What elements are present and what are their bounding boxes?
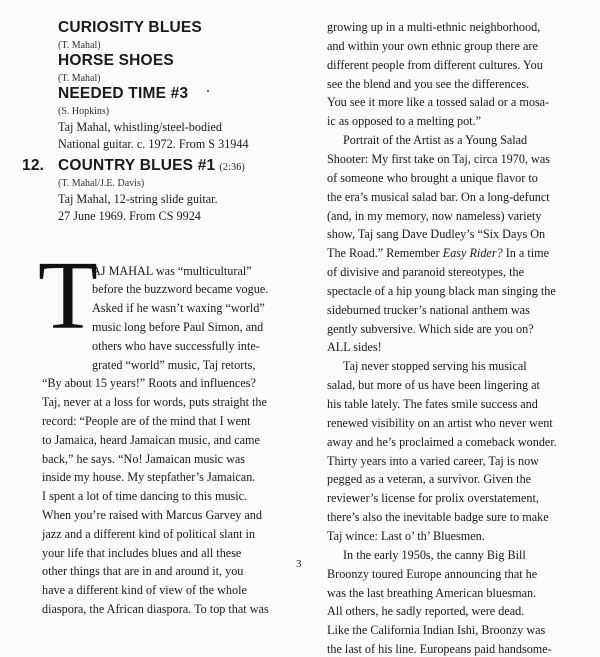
scan-mark bbox=[207, 90, 209, 92]
track-title: HORSE SHOES bbox=[58, 52, 174, 69]
essay-line: You see it more like a tossed salad or a mosa- bbox=[327, 95, 550, 110]
essay-line-text: The Road.” Remember bbox=[327, 246, 443, 261]
essay-line: When you’re raised with Marcus Garvey and bbox=[42, 507, 262, 522]
essay-line: grated “world” music, Taj retorts, bbox=[92, 357, 256, 372]
page-number: 3 bbox=[296, 558, 302, 570]
track-duration: (2:36) bbox=[219, 162, 246, 173]
essay-line: pegged as a veteran, a survivor. Given the bbox=[327, 472, 532, 487]
essay-line: diaspora, the African diaspora. To top that was bbox=[42, 601, 269, 616]
essay-line: your life that includes blues and all these bbox=[42, 545, 242, 560]
essay-line: there’s also the inevitable badge sure to make bbox=[327, 510, 549, 525]
essay-line: reviewer’s license for prolix overstatement, bbox=[327, 491, 539, 506]
essay-line: have a different kind of view of the whole bbox=[42, 583, 247, 598]
essay-line: other things that are in and around it, you bbox=[42, 564, 244, 579]
track-title: CURIOSITY BLUES bbox=[58, 19, 202, 36]
essay-line bbox=[327, 265, 524, 280]
essay-line: ALL sides! bbox=[327, 340, 382, 355]
essay-line: show, Taj sang Dave Dudley’s “Six Days On bbox=[327, 227, 546, 242]
track-title: NEEDED TIME #3 bbox=[58, 85, 189, 102]
essay-line: the era’s musical salad bar. On a long-defunct bbox=[327, 189, 550, 204]
track-credit: (T. Mahal) bbox=[58, 73, 101, 84]
essay-line: “By about 15 years!” Roots and influences? bbox=[42, 376, 256, 391]
essay-line: All others, he sadly reported, were dead. bbox=[327, 604, 525, 619]
track-title-12 bbox=[22, 157, 246, 177]
essay-line: Taj wince: Last o’ th’ Bluesmen. bbox=[327, 528, 485, 543]
essay-line: spectacle of a hip young black man singing the bbox=[327, 283, 556, 298]
essay-line: salad, but more of us have been lingering at bbox=[327, 378, 540, 393]
essay-line: Shooter: My first take on Taj, circa 1970, was bbox=[327, 151, 550, 166]
essay-line: Like the California Indian Ishi, Broonzy was bbox=[327, 623, 546, 638]
essay-line: see the blend and you see the differences. bbox=[327, 76, 530, 91]
essay-line: back,” he says. “No! Jamaican music was bbox=[42, 451, 246, 466]
track-description: 27 June 1969. From CS 9924 bbox=[58, 209, 201, 223]
essay-line: the last of his line. Europeans paid handsome- bbox=[327, 642, 552, 657]
essay-line: AJ MAHAL was “multicultural” bbox=[92, 263, 252, 278]
essay-line: jazz and a different kind of political slant in bbox=[42, 526, 255, 541]
essay-line: was the last breathing American bluesman. bbox=[327, 585, 537, 600]
essay-line: away and he’s proclaimed a comeback wonder. bbox=[327, 434, 557, 449]
essay-line: Asked if he wasn’t waxing “world” bbox=[92, 301, 265, 316]
essay-line: Broonzy toured Europe announcing that he bbox=[327, 566, 538, 581]
essay-line: gently subversive. Which side are you on? bbox=[327, 321, 534, 336]
track-credit: (T. Mahal) bbox=[58, 40, 101, 51]
essay-line-text: of bbox=[327, 265, 338, 280]
essay-line: Portrait of the Artist as a Young Salad bbox=[343, 133, 528, 148]
essay-line: inside my house. My stepfather’s Jamaican. bbox=[42, 470, 256, 485]
essay-line: of someone who brought a unique flavor to bbox=[327, 170, 538, 185]
essay-line: (and, in my memory, now nameless) variety bbox=[327, 208, 542, 223]
essay-line: others who have successfully inte- bbox=[92, 338, 260, 353]
essay-line bbox=[327, 246, 549, 261]
film-title: Easy Rider? bbox=[442, 246, 503, 261]
essay-line: growing up in a multi-ethnic neighborhood, bbox=[327, 20, 541, 34]
essay-line-text: divisive and paranoid stereotypes, the bbox=[340, 265, 524, 280]
track-credit: (T. Mahal/J.E. Davis) bbox=[58, 178, 145, 189]
essay-line: and within your own ethnic group there are bbox=[327, 38, 538, 53]
track-description: Taj Mahal, 12-string slide guitar. bbox=[58, 192, 218, 206]
essay-line: renewed visibility on an artist who never went bbox=[327, 415, 553, 430]
track-title-text: COUNTRY BLUES #1 bbox=[58, 157, 216, 174]
essay-line: ic as opposed to a melting pot.” bbox=[327, 114, 482, 129]
track-credit: (S. Hopkins) bbox=[58, 106, 110, 117]
essay-line: before the buzzword became vogue. bbox=[92, 282, 269, 297]
essay-line: Taj never stopped serving his musical bbox=[343, 359, 527, 374]
essay-line: Taj, never at a loss for words, puts straight the bbox=[42, 395, 267, 410]
essay-line: different people from different cultures. You bbox=[327, 57, 543, 72]
essay-line: Thirty years into a varied career, Taj is now bbox=[327, 453, 539, 468]
essay-line: music long before Paul Simon, and bbox=[92, 319, 264, 334]
essay-line: In the early 1950s, the canny Big Bill bbox=[343, 547, 526, 562]
essay-line: sideburned trucker’s national anthem was bbox=[327, 302, 530, 317]
track-description: Taj Mahal, whistling/steel-bodied bbox=[58, 120, 222, 134]
track-number: 12. bbox=[22, 157, 45, 174]
drop-cap: T bbox=[38, 242, 98, 350]
essay-line-text: In a time bbox=[502, 246, 550, 261]
essay-line: record: “People are of the mind that I went bbox=[42, 413, 251, 428]
track-description: National guitar. c. 1972. From S 31944 bbox=[58, 137, 249, 151]
essay-line: to Jamaica, heard Jamaican music, and came bbox=[42, 432, 260, 447]
essay-line: I spent a lot of time dancing to this music. bbox=[42, 489, 248, 504]
essay-line: his table lately. The fates smile success and bbox=[327, 397, 538, 411]
